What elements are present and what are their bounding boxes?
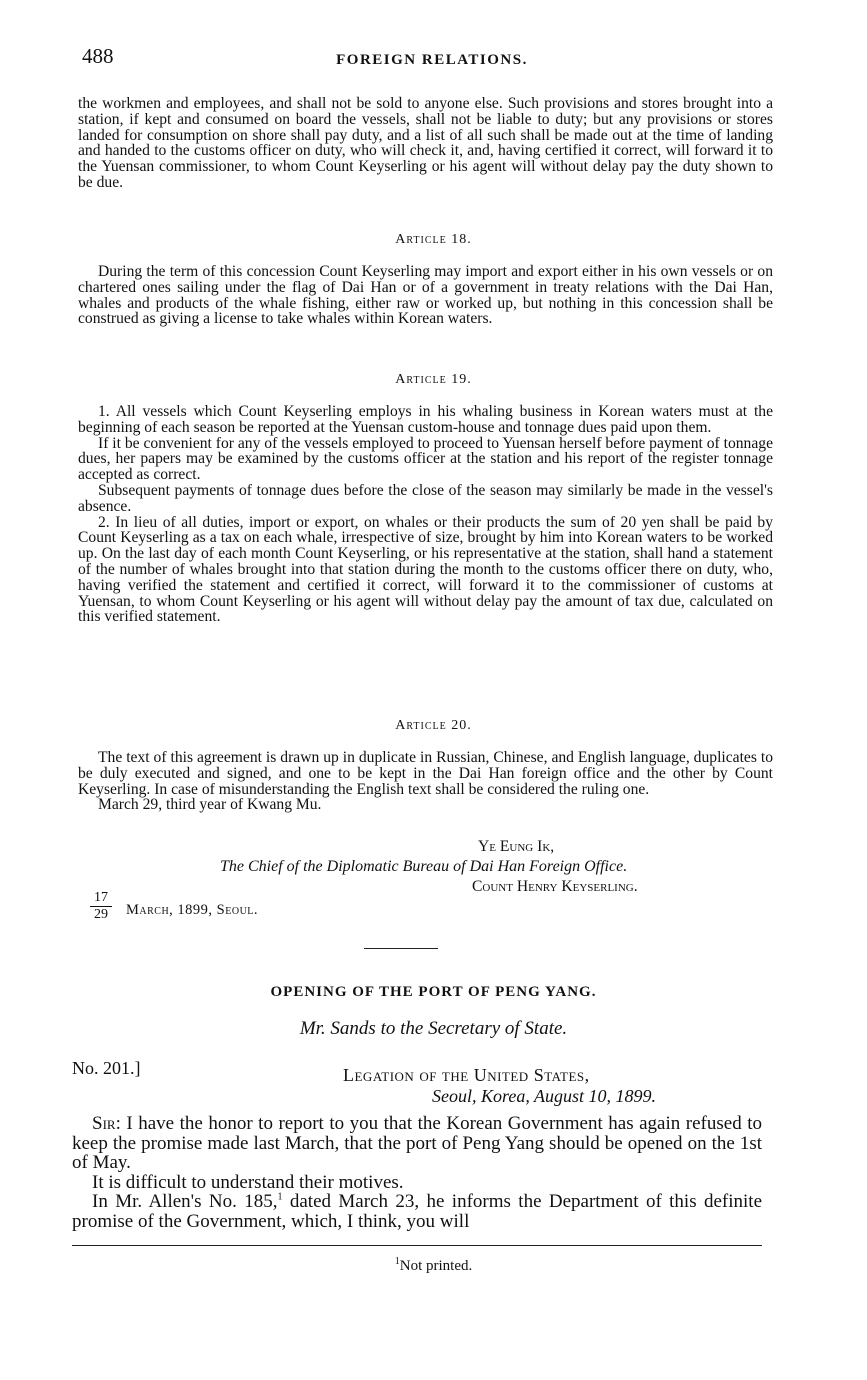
article-20-text: The text of this agreement is drawn up in duplicate in Russian, Chinese, and English language, duplicates to be duly executed and signed, and one to be kept in the Dai Han foreign office and the other by Count Keyserling. In case of misunderstanding the English text shall be considered the ruling one. bbox=[78, 749, 773, 798]
footnote-rule bbox=[72, 1245, 762, 1246]
article-19-p4: 2. In lieu of all duties, import or export, on whales or their products the sum of 20 yen shall be paid by Count Keyserling as a tax on each whale, irrespective of size, brought by him into Korean waters to be worked up. On the last day of each month Count Keyserling, or his representative at the station, shall hand a statement of the number of whales brought into that station during the month to the customs officer there on duty, who, having verified the statement and certified it correct, will forward it to the commissioner of customs at Yuensan, to whom Count Keyserling or his agent will without delay pay the amount of tax due, calculated on this verified statement. bbox=[78, 513, 773, 626]
article-18-text: During the term of this concession Count Keyserling may import and export either in his own vessels or on chartered ones sailing under the flag of Dai Han or of a government in treaty relations with the Dai Han, whales and products of the whale fishing, either raw or worked up, but nothing in this concession shall be construed as giving a license to take whales within Korean waters. bbox=[78, 263, 773, 328]
footnote-text: Not printed. bbox=[399, 1258, 473, 1274]
article-19-p2: If it be convenient for any of the vessels employed to proceed to Yuensan herself before payment of tonnage dues, her papers may be examined by the customs officer at the station and his report of the register tonnage accepted as correct. bbox=[78, 434, 773, 484]
footnote-mark: 1 bbox=[394, 1256, 400, 1267]
letter-title: Mr. Sands to the Secretary of State. bbox=[299, 1018, 568, 1039]
section-title: OPENING OF THE PORT OF PENG YANG. bbox=[270, 984, 597, 1000]
letter-p2: It is difficult to understand their motives. bbox=[92, 1171, 404, 1193]
date-fraction bbox=[90, 890, 112, 923]
letter-p1-text: I have the honor to report to you that the Korean Government has again refused to keep the promise made last March, that the port of Peng Yang should be opened on the 1st of May. bbox=[72, 1113, 762, 1173]
article-18-heading: Article 18. bbox=[395, 232, 472, 247]
letter-body bbox=[72, 1114, 762, 1231]
letter-p3 bbox=[72, 1192, 762, 1231]
signatory-name-2: Count Henry Keyserling. bbox=[472, 878, 638, 895]
page-number: 488 bbox=[82, 44, 114, 68]
intro-paragraph-block bbox=[78, 96, 773, 191]
legation-name: Legation of the United States, bbox=[343, 1065, 590, 1085]
footnote bbox=[0, 1258, 867, 1275]
article-19-p1: 1. All vessels which Count Keyserling employs in his whaling business in Korean waters must at the beginning of each season be reported at the Yuensan custom-house and tonnage dues paid upon them. bbox=[78, 403, 773, 436]
section-divider bbox=[364, 948, 438, 949]
article-19-heading: Article 19. bbox=[395, 372, 472, 387]
article-19-p3: Subsequent payments of tonnage dues before the close of the season may similarly be made in the vessel's absence. bbox=[78, 481, 773, 515]
dateline: March, 1899, Seoul. bbox=[126, 902, 259, 918]
letter-p3-start: In Mr. Allen's No. 185, bbox=[92, 1191, 278, 1212]
signatory-title-1: The Chief of the Diplomatic Bureau of Dai Han Foreign Office. bbox=[220, 858, 628, 875]
place-and-date: Seoul, Korea, August 10, 1899. bbox=[432, 1086, 656, 1106]
article-18-block bbox=[78, 264, 773, 327]
date-fraction-numerator: 17 bbox=[90, 890, 112, 907]
article-20-heading: Article 20. bbox=[395, 718, 472, 733]
salutation: Sir: bbox=[92, 1113, 121, 1134]
article-19-block bbox=[78, 404, 773, 625]
running-head: FOREIGN RELATIONS. bbox=[336, 52, 528, 68]
intro-paragraph: the workmen and employees, and shall not be sold to anyone else. Such provisions and stores brought into a station, if kept and consumed on board the vessels, shall not be liable to duty; but any provisions or stores landed for consumption on shore shall pay duty, and a list of all such shall be made out at the time of landing and handed to the customs officer on duty, who will check it, and, having certified it correct, will forward it to the Yuensan commissioner, to whom Count Keyserling or his agent will without delay pay the duty shown to be due. bbox=[78, 95, 773, 191]
page-header bbox=[82, 44, 782, 74]
footnote-ref: 1 bbox=[277, 1191, 283, 1203]
despatch-number: No. 201.] bbox=[72, 1058, 141, 1078]
signatory-name-1: Ye Eung Ik, bbox=[478, 838, 555, 855]
date-fraction-denominator: 29 bbox=[94, 907, 108, 922]
article-20-block bbox=[78, 750, 773, 813]
article-20-date: March 29, third year of Kwang Mu. bbox=[98, 796, 322, 814]
letter-p3-end: dated March 23, he informs the Department of this definite promise of the Government, which, I think, you will bbox=[72, 1191, 763, 1232]
letter-p1 bbox=[72, 1114, 762, 1173]
